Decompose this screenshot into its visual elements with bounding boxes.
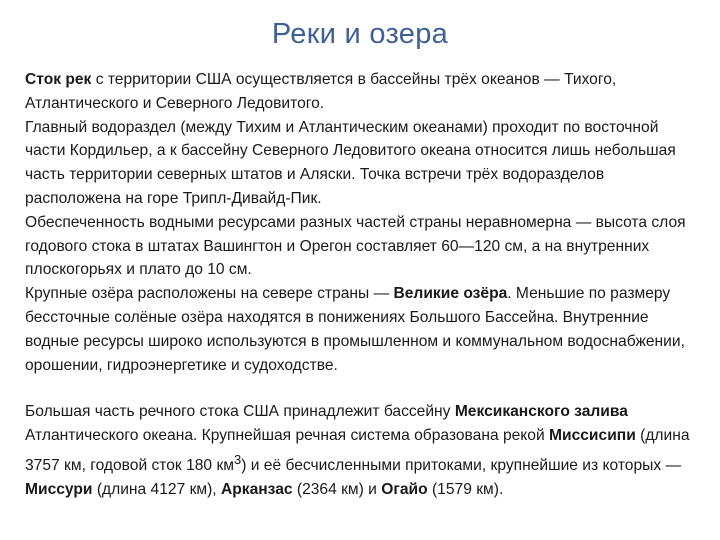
- slide-title: Реки и озера: [271, 18, 449, 50]
- superscript-cube: 3: [234, 451, 242, 467]
- paragraph-river-runoff: [25, 68, 700, 116]
- paragraph-text: (2364 км) и: [292, 480, 382, 498]
- bold-term-gulf-of-mexico: Мексиканского залива: [454, 403, 628, 421]
- paragraph-text: (1579 км).: [427, 480, 504, 498]
- slide-body: [25, 68, 700, 502]
- paragraph-mississippi: [25, 400, 700, 501]
- paragraph-text: с территории США осуществляется в бассейны трёх океанов — Тихого, Атлантического и Северного Ледовитого.: [25, 71, 617, 112]
- paragraph-water-resources: [25, 211, 700, 282]
- bold-term-great-lakes: Великие озёра: [393, 285, 508, 303]
- paragraph-text: Обеспеченность водными ресурсами разных частей страны неравномерна — высота слоя годового стока в штатах Вашингтон и Орегон составляет 60—120 см, а на внутренних плоскогорьях и плато до 10 см.: [25, 213, 686, 279]
- paragraph-text: (длина 4127 км),: [92, 480, 221, 498]
- paragraph-text: (длина 3757 км, годовой сток 180 км: [25, 427, 690, 475]
- paragraph-text: ) и её бесчисленными притоками, крупнейшие из которых —: [241, 457, 682, 475]
- paragraph-watershed: [25, 116, 700, 211]
- bold-term-mississippi: Миссисипи: [549, 427, 636, 445]
- bold-term-missouri: Миссури: [25, 480, 93, 498]
- bold-term-ohio: Огайо: [381, 480, 428, 498]
- paragraph-text: Крупные озёра расположены на севере страны —: [25, 285, 394, 303]
- paragraph-text: Большая часть речного стока США принадлежит бассейну: [25, 403, 455, 421]
- bold-term-river-runoff: Сток рек: [25, 71, 92, 88]
- paragraph-text: . Меньшие по размеру бессточные солёные озёра находятся в понижениях Большого Бассейна. Внутренние водные ресурсы широко используются в промышленном и коммунальном водоснабжении, орошении, гидроэнергетике и судоходстве.: [25, 285, 685, 374]
- paragraph-gap: [25, 377, 700, 400]
- bold-term-arkansas: Арканзас: [220, 480, 293, 498]
- paragraph-text: Атлантического океана. Крупнейшая речная система образована рекой: [25, 427, 550, 445]
- paragraph-text: Главный водораздел (между Тихим и Атлантическим океанами) проходит по восточной части Кордильер, а к бассейну Северного Ледовитого океана относится лишь небольшая часть территории северных штатов и Аляски. Точка встречи трёх водоразделов расположена на горе Трипл-Дивайд-Пик.: [25, 118, 676, 207]
- paragraph-lakes: [25, 282, 700, 377]
